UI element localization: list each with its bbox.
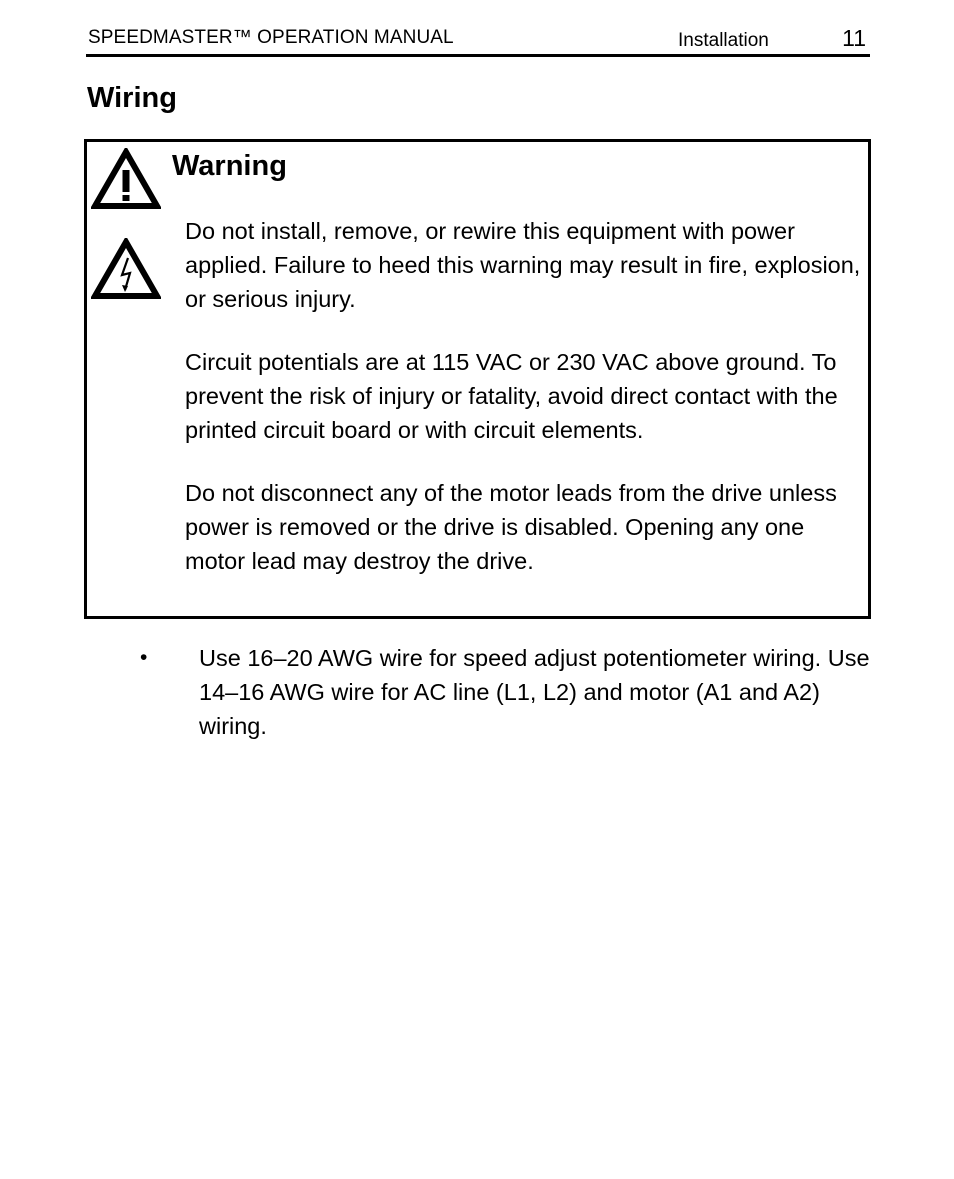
general-warning-icon <box>91 148 161 210</box>
warning-paragraph-circuit: Circuit potentials are at 115 VAC or 230 VAC above ground. To prevent the risk of injury or fatality, avoid direct contact with the printed circuit board or with circuit elements. <box>185 349 838 443</box>
electrical-hazard-icon <box>91 238 161 300</box>
page-number: 11 <box>842 25 866 51</box>
section-heading: Wiring <box>87 82 177 114</box>
warning-title: Warning <box>172 150 287 182</box>
warning-paragraph-motor-leads: Do not disconnect any of the motor leads from the drive unless power is removed or the drive is disabled. Opening any one motor lead may destroy the drive. <box>185 480 837 574</box>
warning-paragraph-power: Do not install, remove, or rewire this equipment with power applied. Failure to heed this warning may result in fire, explosion, or serious injury. <box>185 218 861 312</box>
bullet-marker: • <box>140 646 148 669</box>
section-name: Installation <box>678 30 769 51</box>
warning-box <box>84 139 871 619</box>
bullet-text: Use 16–20 AWG wire for speed adjust potentiometer wiring. Use 14–16 AWG wire for AC line (L1, L2) and motor (A1 and A2) wiring. <box>199 645 870 739</box>
manual-title: SPEEDMASTER™ OPERATION MANUAL <box>88 27 454 48</box>
page-header <box>86 26 870 57</box>
